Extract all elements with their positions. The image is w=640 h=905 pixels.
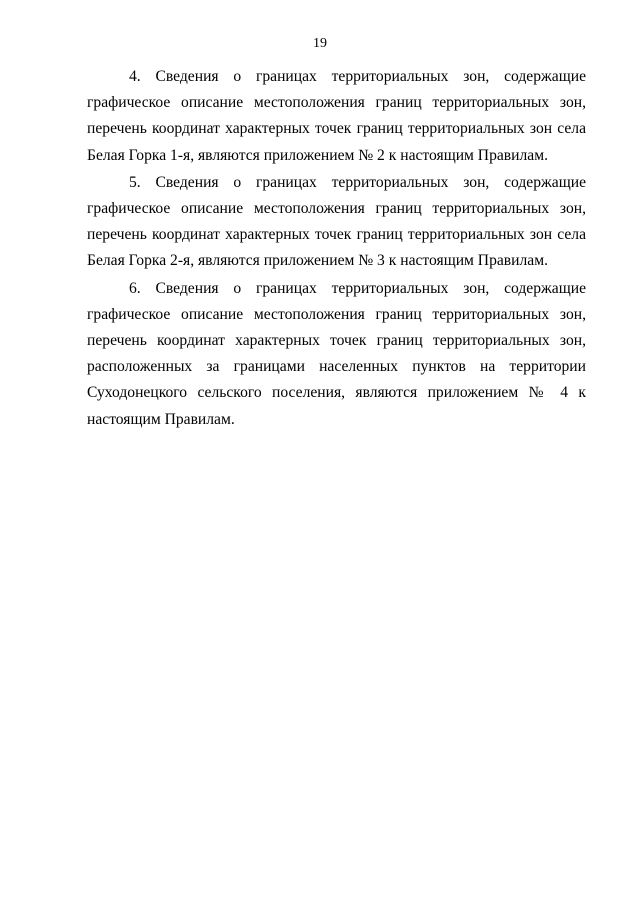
- paragraph-item-6: 6. Сведения о границах территориальных зон, содержащие графическое описание местоположения границ территориальных зон, перечень координат характерных точек границ территориальных зон, расположенных за границами населенных пунктов на территории Суходонецкого сельского поселения, являются приложением № 4 к настоящим Правилам.: [87, 279, 586, 428]
- document-body: [87, 64, 586, 434]
- paragraph-item-4: 4. Сведения о границах территориальных зон, содержащие графическое описание местоположения границ территориальных зон, перечень координат характерных точек границ территориальных зон села Белая Горка 1-я, являются приложением № 2 к настоящим Правилам.: [87, 68, 586, 164]
- paragraph-item-5: 5. Сведения о границах территориальных зон, содержащие графическое описание местоположения границ территориальных зон, перечень координат характерных точек границ территориальных зон села Белая Горка 2-я, являются приложением № 3 к настоящим Правилам.: [87, 173, 586, 270]
- page-number: 19: [313, 36, 327, 51]
